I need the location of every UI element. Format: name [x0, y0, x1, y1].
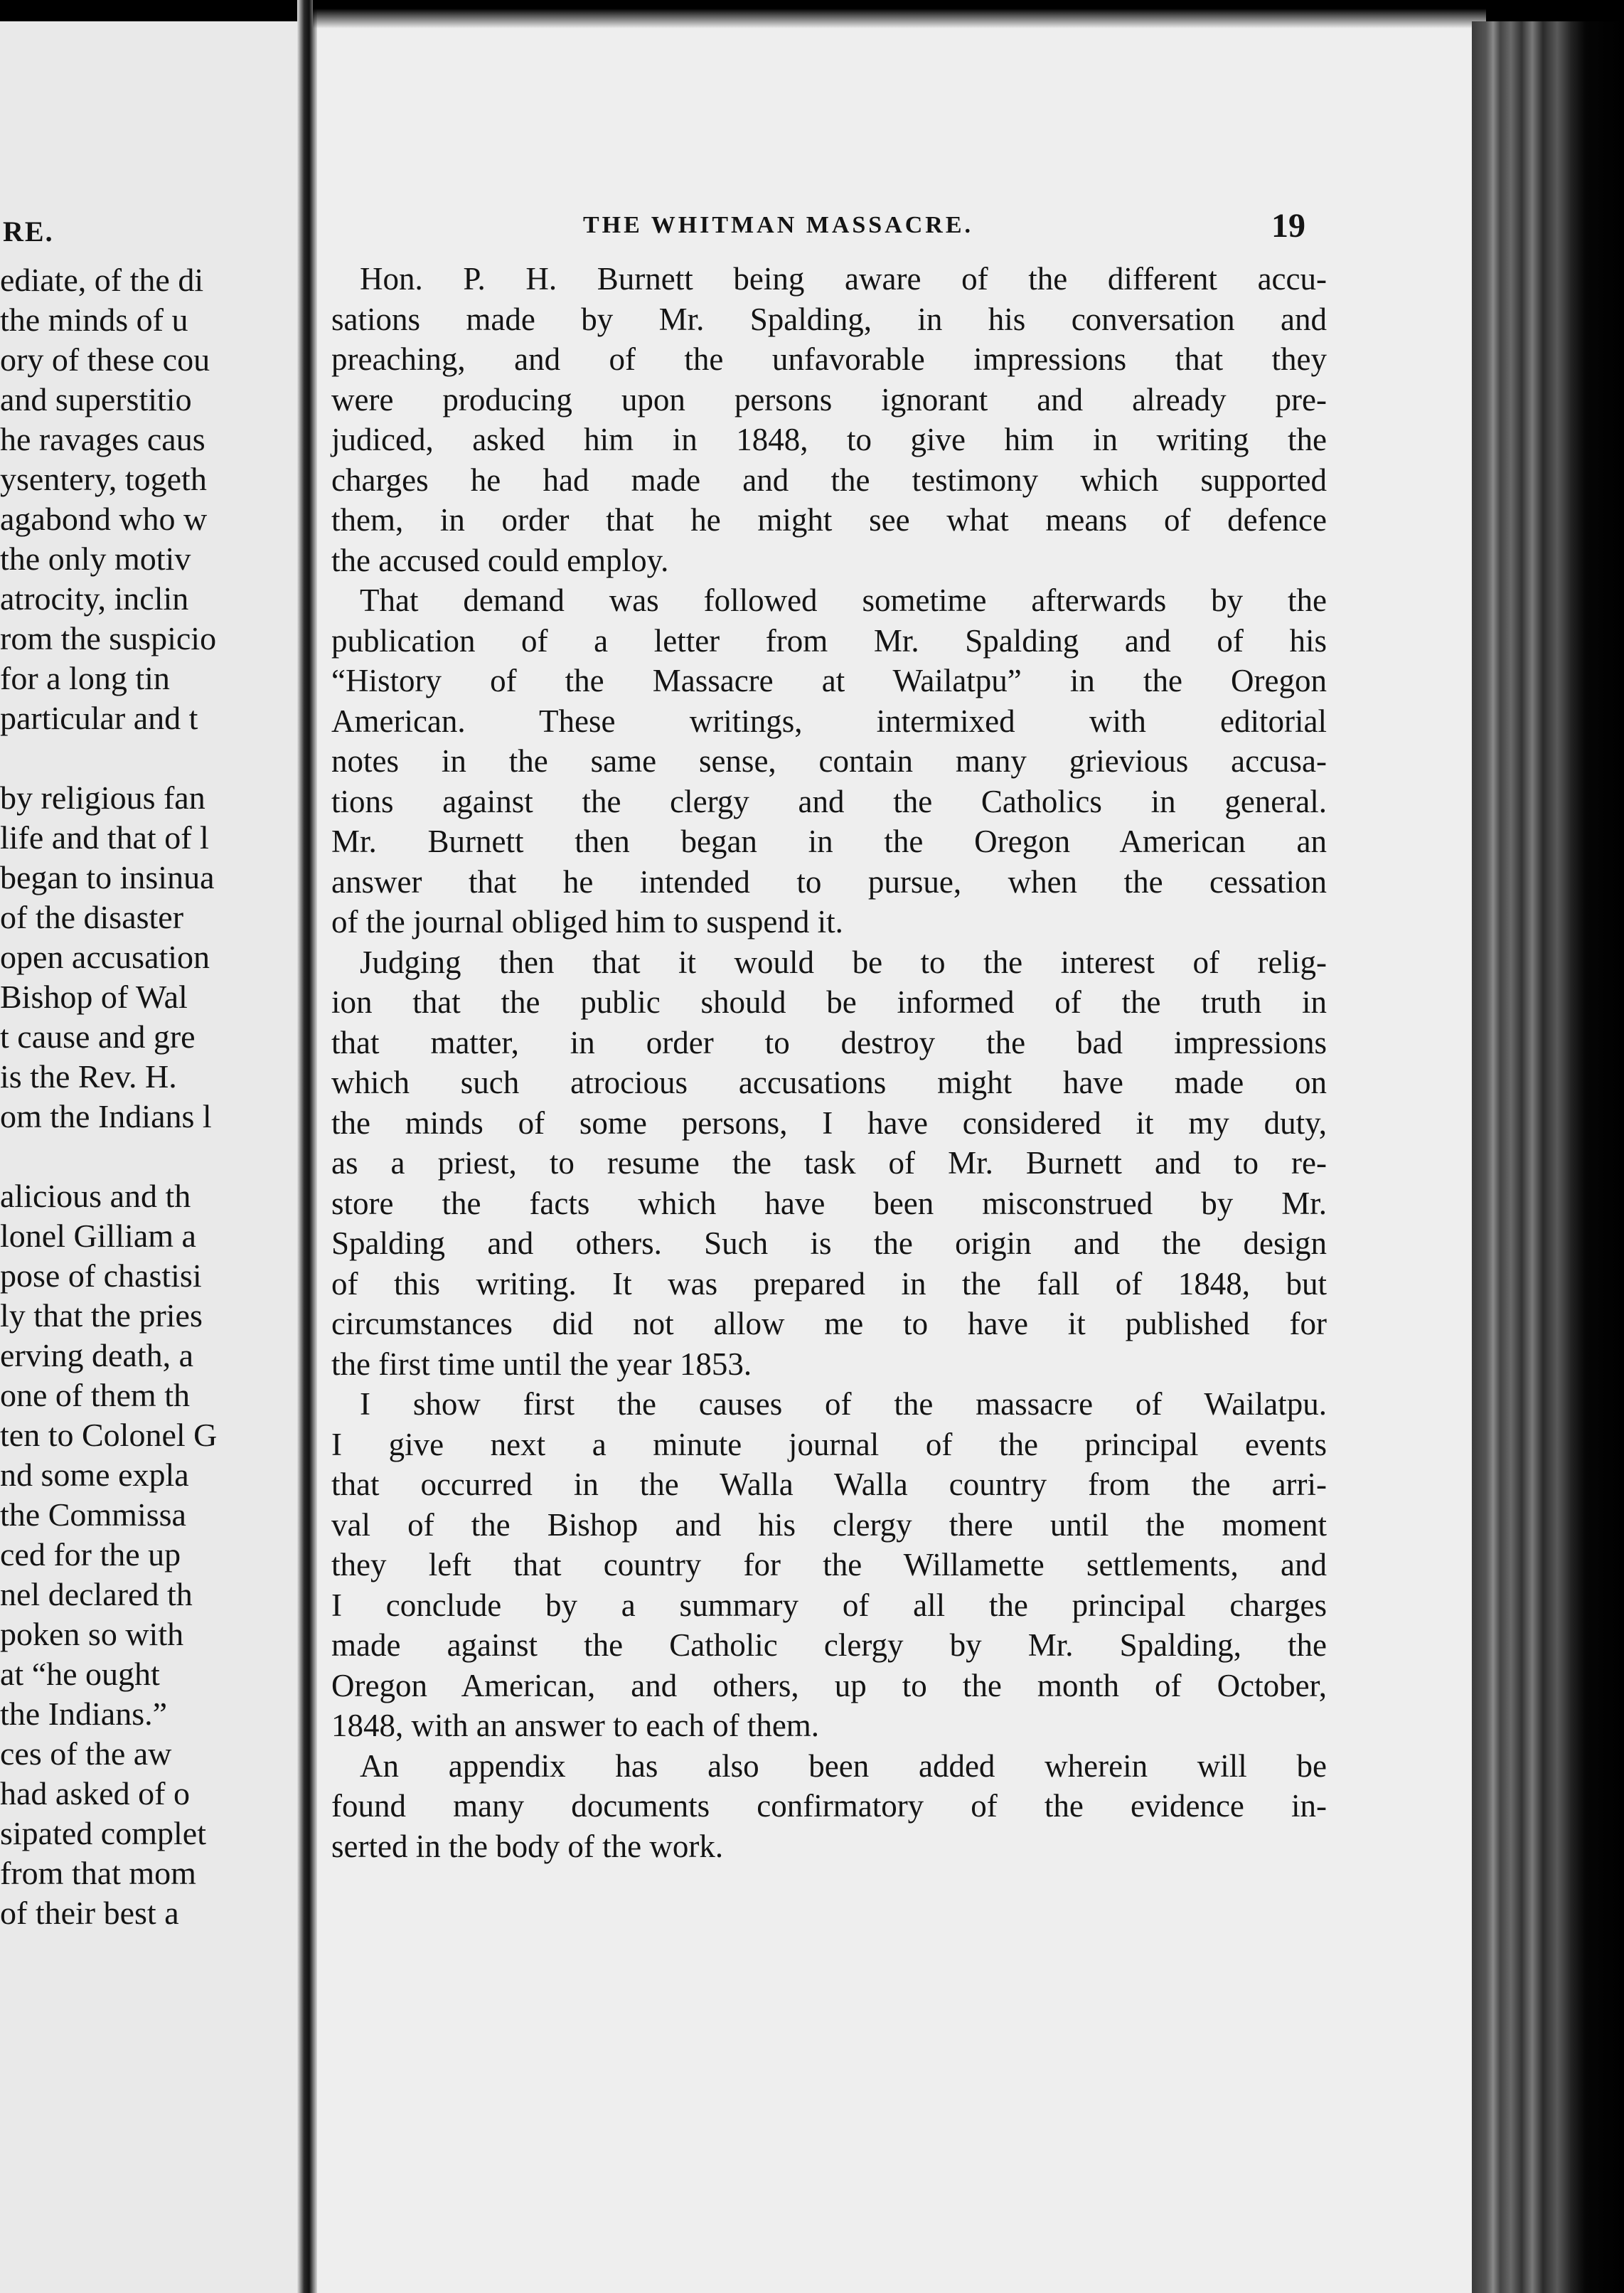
body-line: ion that the public should be informed of the truth in — [331, 984, 1327, 1020]
body-line: the accused could employ. — [331, 542, 669, 578]
left-page-line: of their best a — [0, 1895, 179, 1931]
left-page-line — [0, 738, 313, 778]
left-page-line: ory of these cou — [0, 341, 210, 378]
top-shadow — [313, 0, 1486, 28]
left-page-line: the only motiv — [0, 541, 191, 577]
left-page-text — [0, 260, 313, 1933]
body-line: publication of a letter from Mr. Spalding and of his — [331, 622, 1327, 659]
left-page-line: nel declared th — [0, 1576, 193, 1612]
left-page-line: and superstitio — [0, 381, 192, 417]
left-page-line: the minds of u — [0, 302, 188, 338]
page-number: 19 — [1271, 207, 1305, 245]
left-page-line: ysentery, togeth — [0, 461, 207, 497]
left-page-line: ediate, of the di — [0, 262, 204, 298]
running-title: THE WHITMAN MASSACRE. — [583, 212, 974, 238]
body-line: tions against the clergy and the Catholics in general. — [331, 783, 1327, 819]
body-line: found many documents confirmatory of the evidence in- — [331, 1788, 1327, 1824]
body-line: 1848, with an answer to each of them. — [331, 1708, 820, 1743]
left-page-line: particular and t — [0, 700, 198, 736]
left-page-line: alicious and th — [0, 1178, 191, 1214]
left-page-line: om the Indians l — [0, 1098, 212, 1134]
left-page-line: the Indians.” — [0, 1696, 168, 1732]
left-page-line: rom the suspicio — [0, 620, 217, 656]
left-page-line: sipated complet — [0, 1815, 206, 1851]
left-page-line — [0, 1137, 313, 1176]
body-line: of this writing. It was prepared in the fall of 1848, but — [331, 1265, 1327, 1302]
body-line: Oregon American, and others, up to the month of October, — [331, 1667, 1327, 1703]
left-page-line: nd some expla — [0, 1457, 189, 1493]
left-page-line: t cause and gre — [0, 1018, 196, 1055]
body-line: Spalding and others. Such is the origin and the design — [331, 1225, 1327, 1261]
left-page-line: from that mom — [0, 1855, 196, 1891]
body-line: That demand was followed sometime afterwards by the — [360, 582, 1327, 618]
body-line: I give next a minute journal of the principal events — [331, 1426, 1327, 1462]
left-page-line: the Commissa — [0, 1496, 186, 1533]
left-page-line: pose of chastisi — [0, 1257, 202, 1294]
left-page-line: ten to Colonel G — [0, 1417, 218, 1453]
body-line: answer that he intended to pursue, when the cessation — [331, 863, 1327, 900]
body-line: An appendix has also been added wherein will be — [360, 1747, 1327, 1784]
left-page-line: agabond who w — [0, 501, 208, 537]
body-line: of the journal obliged him to suspend it. — [331, 904, 843, 940]
left-page-line: life and that of l — [0, 819, 209, 856]
left-page-line: ly that the pries — [0, 1297, 203, 1334]
body-line: that matter, in order to destroy the bad impressions — [331, 1024, 1327, 1060]
body-line: val of the Bishop and his clergy there until the moment — [331, 1506, 1327, 1543]
body-line: American. These writings, intermixed with editorial — [331, 703, 1327, 739]
left-page-line: is the Rev. H. — [0, 1058, 177, 1095]
left-page-line: one of them th — [0, 1377, 190, 1413]
left-page-line: of the disaster — [0, 899, 184, 935]
page-edges — [1472, 21, 1624, 2293]
left-page — [0, 21, 313, 2293]
body-line: Judging then that it would be to the interest of relig- — [360, 944, 1327, 980]
right-page — [313, 0, 1486, 2293]
body-line: Mr. Burnett then began in the Oregon American an — [331, 824, 1327, 859]
left-page-line: had asked of o — [0, 1775, 190, 1811]
body-line: made against the Catholic clergy by Mr. Spalding, the — [331, 1627, 1327, 1663]
left-running-title-fragment: RE. — [3, 216, 54, 248]
left-page-line: ced for the up — [0, 1536, 181, 1573]
left-page-line: open accusation — [0, 939, 210, 975]
body-text — [331, 259, 1327, 1866]
left-page-line: lonel Gilliam a — [0, 1218, 196, 1254]
body-line: I conclude by a summary of all the principal charges — [331, 1587, 1327, 1623]
left-page-line: ces of the aw — [0, 1735, 172, 1772]
left-page-line: by religious fan — [0, 780, 205, 816]
body-line: were producing upon persons ignorant and already pre- — [331, 381, 1327, 417]
body-line: Hon. P. H. Burnett being aware of the different accu- — [360, 261, 1327, 297]
body-line: judiced, asked him in 1848, to give him in writing the — [331, 422, 1327, 457]
left-page-line: he ravages caus — [0, 421, 205, 457]
left-page-line: for a long tin — [0, 660, 170, 696]
left-page-line: atrocity, inclin — [0, 580, 189, 617]
body-line: notes in the same sense, contain many grievious accusa- — [331, 743, 1327, 779]
body-line: circumstances did not allow me to have it published for — [331, 1306, 1327, 1341]
body-line: as a priest, to resume the task of Mr. Burnett and to re- — [331, 1145, 1327, 1181]
book-gutter — [297, 0, 317, 2293]
body-line: store the facts which have been misconstrued by Mr. — [331, 1185, 1327, 1221]
body-line: them, in order that he might see what means of defence — [331, 502, 1327, 538]
left-page-line: Bishop of Wal — [0, 979, 188, 1015]
body-line: they left that country for the Willamette settlements, and — [331, 1547, 1327, 1582]
body-line: that occurred in the Walla Walla country from the arri- — [331, 1467, 1327, 1502]
body-line: the minds of some persons, I have considered it my duty, — [331, 1105, 1327, 1141]
left-page-line: poken so with — [0, 1616, 184, 1652]
left-page-line: began to insinua — [0, 859, 215, 895]
left-page-line: erving death, a — [0, 1337, 194, 1373]
body-line: serted in the body of the work. — [331, 1828, 724, 1864]
body-line: sations made by Mr. Spalding, in his conversation and — [331, 301, 1327, 337]
body-line: the first time until the year 1853. — [331, 1346, 752, 1382]
body-line: preaching, and of the unfavorable impressions that they — [331, 341, 1327, 377]
body-line: “History of the Massacre at Wailatpu” in the Oregon — [331, 663, 1327, 698]
body-line: which such atrocious accusations might have made on — [331, 1065, 1327, 1100]
body-line: charges he had made and the testimony which supported — [331, 462, 1327, 498]
left-page-line: at “he ought — [0, 1656, 160, 1692]
body-line: I show first the causes of the massacre of Wailatpu. — [360, 1386, 1327, 1422]
